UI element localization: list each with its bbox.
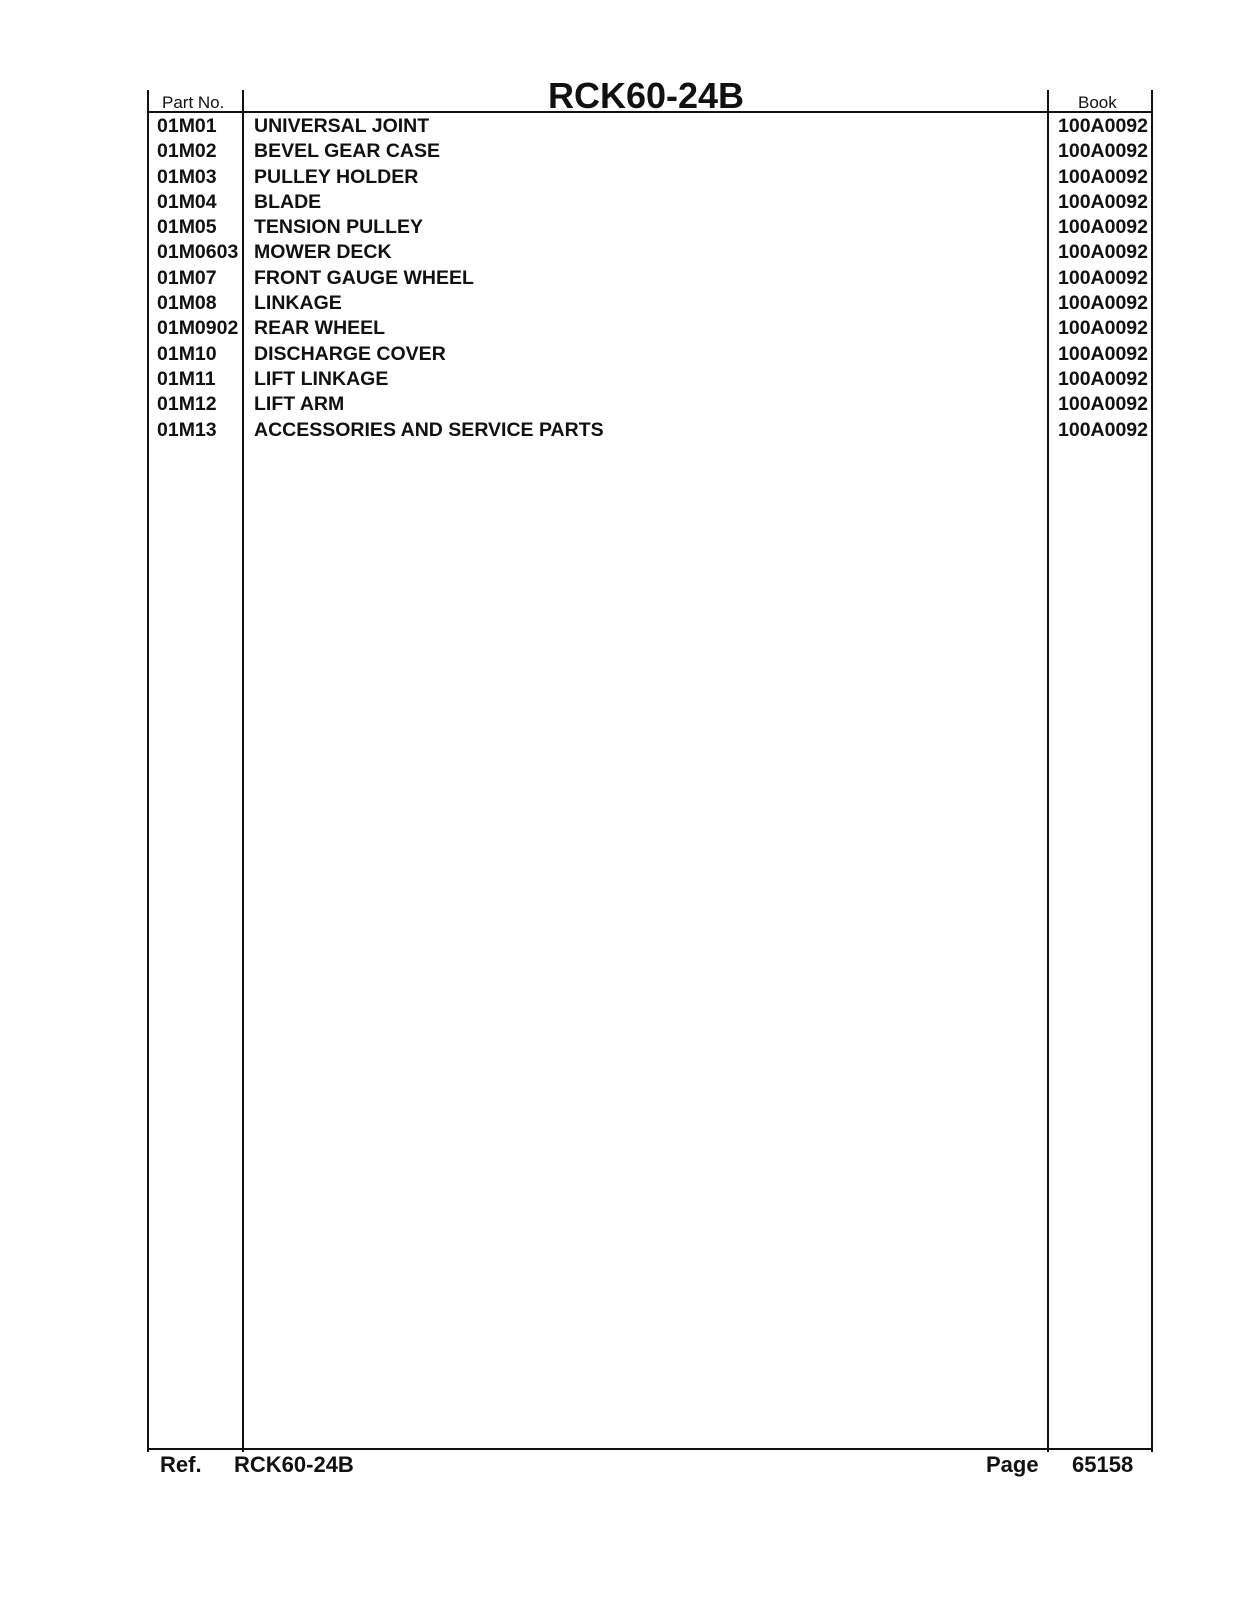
part-number-cell: 01M0902 — [157, 317, 239, 340]
book-number-cell: 100A0092 — [1058, 418, 1148, 441]
table-row — [0, 392, 1236, 417]
table-row — [0, 165, 1236, 190]
part-number-cell: 01M11 — [157, 367, 216, 390]
book-number-cell: 100A0092 — [1058, 165, 1148, 188]
description-cell: ACCESSORIES AND SERVICE PARTS — [254, 418, 604, 441]
part-number-cell: 01M12 — [157, 393, 217, 416]
footer-rule — [147, 1448, 1153, 1450]
footer-page-label: Page — [986, 1452, 1039, 1477]
description-cell: BEVEL GEAR CASE — [254, 140, 441, 163]
table-row — [0, 418, 1236, 443]
table-row — [0, 240, 1236, 265]
book-number-cell: 100A0092 — [1058, 190, 1148, 213]
footer-ref-value: RCK60-24B — [234, 1452, 354, 1477]
table-row — [0, 139, 1236, 164]
part-number-cell: 01M04 — [157, 190, 217, 213]
footer-ref-label: Ref. — [160, 1452, 202, 1477]
book-number-cell: 100A0092 — [1058, 115, 1148, 137]
part-number-cell: 01M0603 — [157, 241, 239, 264]
book-number-cell: 100A0092 — [1058, 317, 1148, 340]
description-cell: MOWER DECK — [254, 241, 392, 264]
part-number-cell: 01M03 — [157, 165, 217, 188]
table-row — [0, 215, 1236, 240]
description-cell: UNIVERSAL JOINT — [254, 115, 430, 137]
part-number-cell: 01M13 — [157, 418, 217, 441]
table-row — [0, 266, 1236, 291]
book-number-cell: 100A0092 — [1058, 241, 1148, 264]
book-number-cell: 100A0092 — [1058, 216, 1148, 239]
table-row — [0, 367, 1236, 392]
book-number-cell: 100A0092 — [1058, 393, 1148, 416]
book-number-cell: 100A0092 — [1058, 266, 1148, 289]
book-number-cell: 100A0092 — [1058, 140, 1148, 163]
part-number-cell: 01M08 — [157, 292, 217, 315]
part-number-cell: 01M07 — [157, 266, 217, 289]
book-column-header: Book — [1078, 93, 1117, 112]
description-cell: PULLEY HOLDER — [254, 165, 419, 188]
footer-page-value: 65158 — [1072, 1452, 1134, 1477]
table-row — [0, 114, 1236, 139]
description-cell: BLADE — [254, 190, 322, 213]
book-number-cell: 100A0092 — [1058, 367, 1148, 390]
part-number-cell: 01M10 — [157, 342, 217, 365]
description-cell: DISCHARGE COVER — [254, 342, 446, 365]
table-row — [0, 190, 1236, 215]
table-row — [0, 316, 1236, 341]
description-cell: FRONT GAUGE WHEEL — [254, 266, 474, 289]
page-title: RCK60-24B — [547, 75, 745, 116]
table-row — [0, 342, 1236, 367]
parts-table-body — [0, 114, 1236, 443]
part-number-cell: 01M02 — [157, 140, 217, 163]
part-number-cell: 01M01 — [157, 115, 217, 137]
book-number-cell: 100A0092 — [1058, 342, 1148, 365]
table-row — [0, 291, 1236, 316]
description-cell: REAR WHEEL — [254, 317, 386, 340]
part-number-cell: 01M05 — [157, 216, 217, 239]
description-cell: LINKAGE — [254, 292, 342, 315]
book-number-cell: 100A0092 — [1058, 292, 1148, 315]
description-cell: TENSION PULLEY — [254, 216, 424, 239]
description-cell: LIFT LINKAGE — [254, 367, 389, 390]
part-no-column-header: Part No. — [162, 93, 225, 112]
description-cell: LIFT ARM — [254, 393, 345, 416]
